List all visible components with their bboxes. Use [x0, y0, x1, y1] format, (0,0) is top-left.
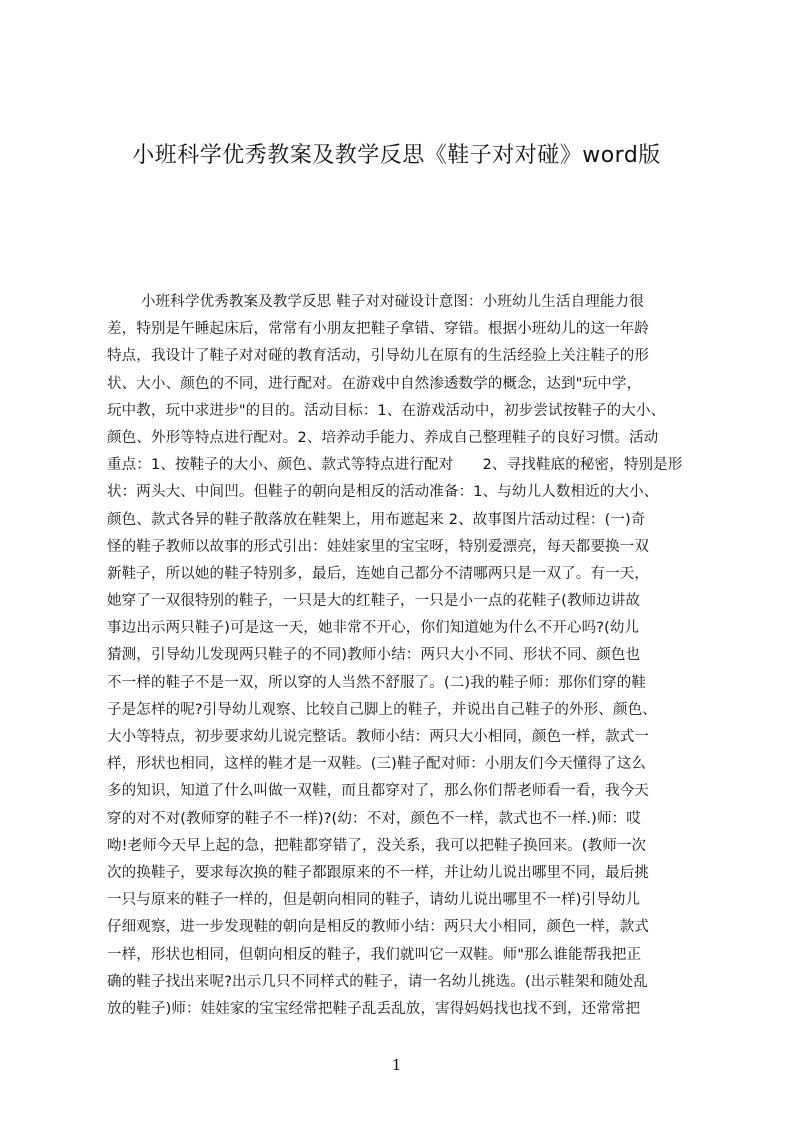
body-line: 颜色、款式各异的鞋子散落放在鞋架上，用布遮起来 2、故事图片活动过程：(一)奇	[107, 511, 646, 528]
body-line: 样，形状也相同，这样的鞋才是一双鞋。(三)鞋子配对师：小朋友们今天懂得了这么	[107, 756, 647, 773]
body-line: 她穿了一双很特别的鞋子，一只是大的红鞋子，一只是小一点的花鞋子(教师边讲故	[107, 593, 641, 610]
body-line: 穿的对不对(教师穿的鞋子不一样)?(幼：不对，颜色不一样，款式也不一样.)师：哎	[107, 810, 641, 827]
body-line: 一只与原来的鞋子一样的，但是朝向相同的鞋子，请幼儿说出哪里不一样)引导幼儿	[107, 892, 641, 909]
body-line: 猜测，引导幼儿发现两只鞋子的不同)教师小结：两只大小不同、形状不同、颜色也	[107, 647, 641, 664]
body-line: 不一样的鞋子不是一双，所以穿的人当然不舒服了。(二)我的鞋子师：那你们穿的鞋	[107, 674, 647, 691]
body-line: 状、大小、颜色的不同，进行配对。在游戏中自然渗透数学的概念，达到"玩中学，	[107, 375, 642, 392]
body-line: 次的换鞋子，要求每次换的鞋子都跟原来的不一样，并让幼儿说出哪里不同，最后挑	[107, 864, 650, 881]
body-line: 怪的鞋子教师以故事的形式引出：娃娃家里的宝宝呀，特别爱漂亮，每天都要换一双	[107, 538, 650, 555]
body-line: 放的鞋子)师：娃娃家的宝宝经常把鞋子乱丢乱放，害得妈妈找也找不到，还常常把	[107, 1000, 641, 1017]
body-line: 子是怎样的呢?引导幼儿观察、比较自己脚上的鞋子，并说出自己鞋子的外形、颜色、	[107, 701, 657, 718]
body-line: 特点，我设计了鞋子对对碰的教育活动，引导幼儿在原有的生活经验上关注鞋子的形	[107, 348, 650, 365]
body-line: 呦!老师今天早上起的急，把鞋都穿错了，没关系，我可以把鞋子换回来。(教师一次	[107, 837, 647, 854]
body-line: 玩中教，玩中求进步"的目的。活动目标：1、在游戏活动中，初步尝试按鞋子的大小、	[107, 402, 666, 419]
body-line: 一样，形状也相同，但朝向相反的鞋子，我们就叫它一双鞋。师"那么谁能帮我把正	[107, 946, 642, 963]
body-line: 重点：1、按鞋子的大小、颜色、款式等特点进行配对 2、寻找鞋底的秘密，特别是形	[107, 457, 683, 474]
body-line: 仔细观察，进一步发现鞋的朝向是相反的教师小结：两只大小相同，颜色一样，款式	[107, 919, 650, 936]
body-line: 小班科学优秀教案及教学反思 鞋子对对碰设计意图：小班幼儿生活自理能力很	[141, 294, 644, 310]
body-line: 确的鞋子找出来呢?出示几只不同样式的鞋子，请一名幼儿挑选。(出示鞋架和随处乱	[107, 973, 649, 990]
body-line: 大小等特点，初步要求幼儿说完整话。教师小结：两只大小相同，颜色一样，款式一	[107, 729, 650, 745]
body-line: 颜色、外形等特点进行配对。2、培养动手能力、养成自己整理鞋子的良好习惯。活动	[107, 429, 659, 446]
body-line: 新鞋子，所以她的鞋子特别多，最后，连她自己都分不清哪两只是一双了。有一天，	[107, 565, 650, 582]
body-text	[107, 292, 699, 1026]
page-number: 1	[391, 1056, 402, 1074]
document-title: 小班科学优秀教案及教学反思《鞋子对对碰》word版	[132, 143, 661, 168]
body-line: 差，特别是午睡起床后，常常有小朋友把鞋子拿错、穿错。根据小班幼儿的这一年龄	[107, 321, 650, 338]
body-line: 多的知识，知道了什么叫做一双鞋，而且都穿对了，那么你们帮老师看一看，我今天	[107, 783, 650, 800]
body-line: 事边出示两只鞋子)可是这一天，她非常不开心，你们知道她为什么不开心吗?(幼儿	[107, 620, 640, 637]
body-line: 状：两头大、中间凹。但鞋子的朝向是相反的活动准备：1、与幼儿人数相近的大小、	[107, 484, 659, 501]
